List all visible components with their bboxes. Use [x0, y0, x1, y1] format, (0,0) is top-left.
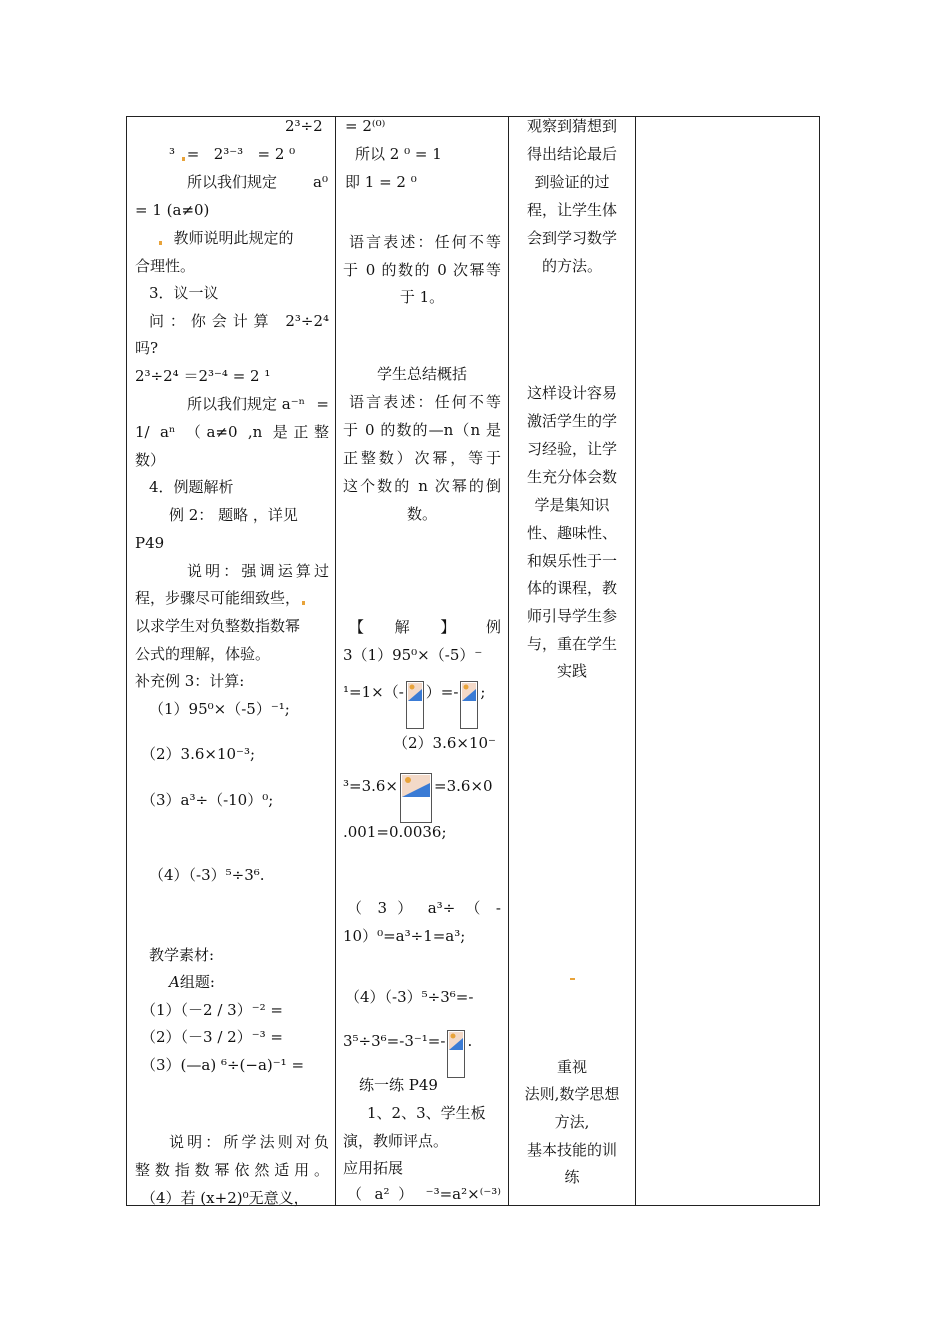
text-line: 语言表述：任何不等 [349, 393, 501, 411]
text-line [517, 960, 627, 988]
text-line [169, 141, 329, 169]
text-line: 学是集知识 [534, 496, 610, 514]
text-line [187, 391, 329, 419]
text-line [343, 679, 501, 729]
text-line: 于 0 的数的—n（n 是 [343, 421, 501, 439]
text-line: 【 解 】 例 [349, 618, 501, 636]
text-line: 实践 [556, 662, 587, 680]
text-line: P49 [135, 534, 165, 552]
text-line: 说明：强调运算过 [187, 562, 329, 580]
text-line: 于 0 的数的 0 次幂等 [343, 261, 501, 279]
text-line: 演，教师评点。 [343, 1132, 449, 1150]
text-line: （1）95⁰×（-5）⁻¹; [149, 700, 290, 718]
text-frag: 所以我们规定 [187, 173, 278, 191]
text-line: （2）（－3 / 2）⁻³ = [141, 1028, 283, 1046]
fraction-image-icon [460, 681, 478, 729]
text-line: 基本技能的训 [526, 1141, 617, 1159]
text-frag: 3⁵÷3⁶=-3⁻¹=- [343, 1032, 446, 1050]
notes-column [643, 117, 813, 1205]
text-line: （2）3.6×10⁻³; [141, 745, 256, 763]
text-line: 1/ aⁿ （a≠0 ,n 是正整 [135, 423, 329, 441]
teaching-process-column [135, 117, 329, 1205]
lesson-table [126, 116, 820, 1206]
text-line: 应用拓展 [343, 1159, 404, 1177]
text-line [343, 1028, 501, 1078]
design-intent-column [517, 117, 627, 1205]
text-line: 与，重在学生 [526, 635, 617, 653]
text-line: 激活学生的学 [526, 412, 617, 430]
text-line [343, 773, 501, 823]
text-line: 和娱乐性于一 [526, 552, 617, 570]
text-line: 体的课程，教 [526, 579, 617, 597]
text-frag: = 2 ⁰ [257, 145, 296, 163]
text-line: 正整数）次幂，等于 [343, 449, 501, 467]
text-line: = 1 (a≠0) [135, 201, 210, 219]
text-frag: 组题: [179, 973, 215, 991]
text-line: （4）（-3）⁵÷3⁶=- [345, 988, 474, 1006]
text-line: （ a² ） ⁻³=a²×⁽⁻³⁾ [347, 1185, 501, 1203]
column-divider [335, 117, 336, 1205]
text-frag: ）=- [425, 683, 459, 701]
text-frag: ; [480, 683, 486, 701]
text-line: （2）3.6×10⁻ [393, 734, 496, 752]
text-line: 得出结论最后 [526, 145, 617, 163]
text-line: 整数指数幂依然适用。 [135, 1161, 329, 1179]
text-frag: ³ [169, 145, 176, 163]
text-line: 练 [564, 1168, 580, 1186]
text-line: 习经验，让学 [526, 440, 617, 458]
text-line: 所以 2 ⁰ = 1 [355, 145, 442, 163]
text-line: = 2⁽⁰⁾ [345, 117, 386, 135]
text-frag: ¹=1×（- [343, 683, 404, 701]
text-line: 这个数的 n 次幂的倒 [343, 477, 501, 495]
text-line: 会到学习数学 [526, 229, 617, 247]
fraction-image-icon [447, 1030, 465, 1078]
text-line: 补充例 3：计算: [135, 672, 245, 690]
text-line: 4．例题解析 [149, 478, 234, 496]
text-line: 数） [135, 451, 166, 469]
text-frag: = [316, 395, 329, 413]
text-line: 3．议一议 [149, 284, 219, 302]
text-line: 说明：所学法则对负 [169, 1133, 329, 1151]
text-frag: 2³⁻³ [213, 145, 244, 163]
text-line: （1）（－2 / 3）⁻² = [141, 1001, 283, 1019]
text-line: 3（1）95⁰×（-5）⁻ [343, 646, 483, 664]
text-frag: = [186, 145, 200, 163]
fraction-image-icon [406, 681, 424, 729]
text-line: （3）a³÷（-10）⁰; [141, 791, 274, 809]
text-frag: . [467, 1032, 473, 1050]
text-line: 语言表述：任何不等 [349, 233, 501, 251]
text-line: 练一练 P49 [359, 1076, 438, 1094]
fraction-image-icon [400, 773, 432, 823]
text-line: 吗? [135, 339, 159, 357]
text-line: 观察到猜想到 [526, 117, 617, 135]
text-frag: 所以我们规定 a⁻ⁿ [187, 395, 306, 413]
text-line: 方法, [554, 1113, 590, 1131]
mark-icon [570, 978, 575, 980]
text-line: 生充分体会数 [526, 468, 617, 486]
text-line: 数。 [406, 505, 437, 523]
column-divider [508, 117, 509, 1205]
text-line: .001=0.0036; [343, 823, 447, 841]
text-line: （ 3 ） a³÷ （ - [347, 899, 501, 917]
text-line [169, 969, 329, 997]
text-line: 学生总结概括 [376, 365, 467, 383]
text-line: （3）(—a) ⁶÷(−a)⁻¹ = [141, 1056, 305, 1074]
text-frag: =3.6×0 [434, 777, 493, 795]
text-line: 即 1 = 2 ⁰ [345, 173, 417, 191]
text-line: 10）⁰=a³÷1=a³; [343, 927, 466, 945]
text-line [187, 169, 329, 197]
text-line: 2³÷2⁴ ＝2³⁻⁴ = 2 ¹ [135, 367, 271, 385]
text-line: 性、趣味性、 [526, 524, 617, 542]
text-line: 重视 [556, 1058, 587, 1076]
text-line: 2³÷2 [285, 117, 323, 135]
text-line: （4）（-3）⁵÷3⁶. [149, 866, 265, 884]
text-frag: 程，步骤尽可能细致些， [135, 589, 301, 607]
student-activity-column [343, 117, 501, 1205]
text-line: 于 1。 [399, 288, 445, 306]
text-frag: ³=3.6× [343, 777, 399, 795]
text-line: 教学素材: [149, 946, 215, 964]
text-line: （4）若 (x+2)⁰无意义， [141, 1189, 309, 1207]
text-frag: a⁰ [313, 173, 328, 191]
mark-icon [182, 157, 185, 161]
text-line: 以求学生对负整数指数幂 [135, 617, 301, 635]
text-line: 这样设计容易 [526, 384, 617, 402]
text-line: 例 2： 题略 ，详见 [169, 506, 298, 524]
text-line: 问：你会计算 2³÷2⁴ [149, 312, 329, 330]
column-divider [635, 117, 636, 1205]
mark-icon [302, 601, 305, 605]
text-line [157, 225, 329, 253]
mark-icon [159, 241, 162, 245]
text-line: 的方法。 [541, 257, 602, 275]
text-line [135, 585, 329, 613]
text-line: 公式的理解，体验。 [135, 645, 271, 663]
text-line: 1、2、3、学生板 [367, 1104, 486, 1122]
text-line: 到验证的过 [534, 173, 610, 191]
text-frag: A [169, 973, 180, 991]
text-line: 师引导学生参 [526, 607, 617, 625]
text-line: 合理性。 [135, 257, 196, 275]
text-frag: 教师说明此规定的 [173, 229, 294, 247]
text-line: 程，让学生体 [526, 201, 617, 219]
text-line: 法则,数学思想 [524, 1085, 620, 1103]
